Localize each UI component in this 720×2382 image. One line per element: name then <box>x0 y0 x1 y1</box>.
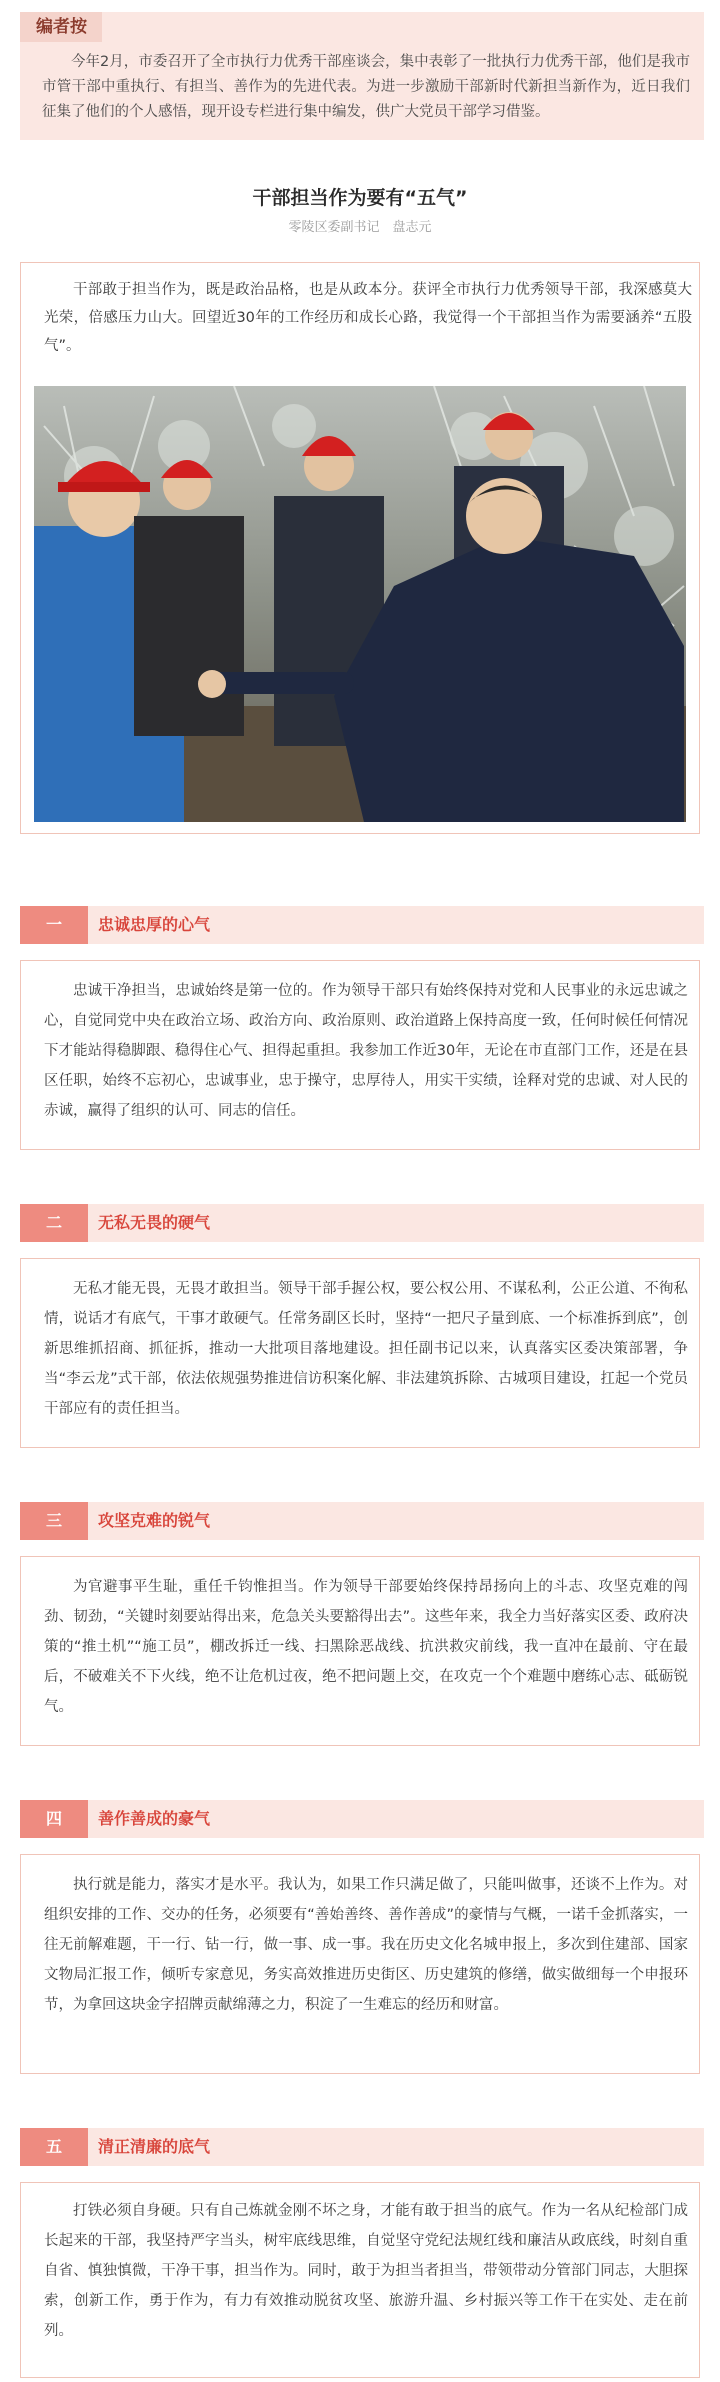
section-2-title: 无私无畏的硬气 <box>98 1213 211 1232</box>
section-4-header <box>20 1800 704 1838</box>
section-4-text: 执行就是能力，落实才是水平。我认为，如果工作只满足做了，只能叫做事，还谈不上作为。对组织安排的工作、交办的任务，必须要有“善始善终、善作善成”的豪情与气概，一诺千金抓落实，一往无前解难题，干一行、钻一行，做一事、成一事。我在历史文化名城申报上，多次到住建部、国家文物局汇报工作，倾听专家意见，务实高效推进历史街区、历史建筑的修缮，做实做细每一个申报环节，为拿回这块金字招牌贡献绵薄之力，积淀了一生难忘的经历和财富。 <box>44 1877 688 2013</box>
section-3-title: 攻坚克难的锐气 <box>98 1511 211 1530</box>
photo-illustration <box>34 386 686 822</box>
section-1-header <box>20 906 704 944</box>
section-5-title: 清正清廉的底气 <box>98 2137 211 2156</box>
section-3-text: 为官避事平生耻，重任千钧惟担当。作为领导干部要始终保持昂扬向上的斗志、攻坚克难的闯劲、韧劲，“关键时刻要站得出来，危急关头要豁得出去”。这些年来，我全力当好落实区委、政府决策的“推土机”“施工员”，棚改拆迁一线、扫黑除恶战线、抗洪救灾前线，我一直冲在最前、守在最后，不破难关不下火线，绝不让危机过夜，绝不把问题上交，在攻克一个个难题中磨练心志、砥砺锐气。 <box>44 1579 688 1715</box>
section-5-number: 五 <box>20 2128 88 2166</box>
section-1-number: 一 <box>20 906 88 944</box>
section-4-title: 善作善成的豪气 <box>98 1809 211 1828</box>
section-2-number: 二 <box>20 1204 88 1242</box>
section-2-header <box>20 1204 704 1242</box>
section-5-header <box>20 2128 704 2166</box>
section-1-text: 忠诚干净担当，忠诚始终是第一位的。作为领导干部只有始终保持对党和人民事业的永远忠诚之心，自觉同党中央在政治立场、政治方向、政治原则、政治道路上保持高度一致，任何时候任何情况下才能站得稳脚跟、稳得住心气、担得起重担。我参加工作近30年，无论在市直部门工作，还是在县区任职，始终不忘初心，忠诚事业，忠于操守，忠厚待人，用实干实绩，诠释对党的忠诚、对人民的赤诚，赢得了组织的认可、同志的信任。 <box>44 983 688 1119</box>
editor-note-text: 今年2月，市委召开了全市执行力优秀干部座谈会，集中表彰了一批执行力优秀干部，他们是我市市管干部中重执行、有担当、善作为的先进代表。为进一步激励干部新时代新担当新作为，近日我们征集了他们的个人感悟，现开设专栏进行集中编发，供广大党员干部学习借鉴。 <box>42 54 690 120</box>
section-3-header <box>20 1502 704 1540</box>
intro-paragraph: 干部敢于担当作为，既是政治品格，也是从政本分。获评全市执行力优秀领导干部，我深感莫大光荣，倍感压力山大。回望近30年的工作经历和成长心路，我觉得一个干部担当作为需要涵养“五股气”。 <box>44 282 692 354</box>
article-title: 干部担当作为要有“五气” <box>252 187 468 209</box>
article-byline: 零陵区委副书记 盘志元 <box>288 220 432 235</box>
section-1-title: 忠诚忠厚的心气 <box>98 915 211 934</box>
section-4-number: 四 <box>20 1800 88 1838</box>
section-5-text: 打铁必须自身硬。只有自己炼就金刚不坏之身，才能有敢于担当的底气。作为一名从纪检部门成长起来的干部，我坚持严字当头，树牢底线思维，自觉坚守党纪法规红线和廉洁从政底线，时刻自重自省、慎独慎微，干净干事，担当作为。同时，敢于为担当者担当，带领带动分管部门同志，大胆探索，创新工作，勇于作为，有力有效推动脱贫攻坚、旅游升温、乡村振兴等工作干在实处、走在前列。 <box>44 2203 688 2339</box>
section-3-number: 三 <box>20 1502 88 1540</box>
editor-note-tag: 编者按 <box>20 12 102 42</box>
article-photo <box>34 386 686 822</box>
section-2-text: 无私才能无畏，无畏才敢担当。领导干部手握公权，要公权公用、不谋私利，公正公道、不徇私情，说话才有底气，干事才敢硬气。任常务副区长时，坚持“一把尺子量到底、一个标准拆到底”，创新思维抓招商、抓征拆，推动一大批项目落地建设。担任副书记以来，认真落实区委决策部署，争当“李云龙”式干部，依法依规强势推进信访积案化解、非法建筑拆除、古城项目建设，扛起一个党员干部应有的责任担当。 <box>44 1281 688 1417</box>
